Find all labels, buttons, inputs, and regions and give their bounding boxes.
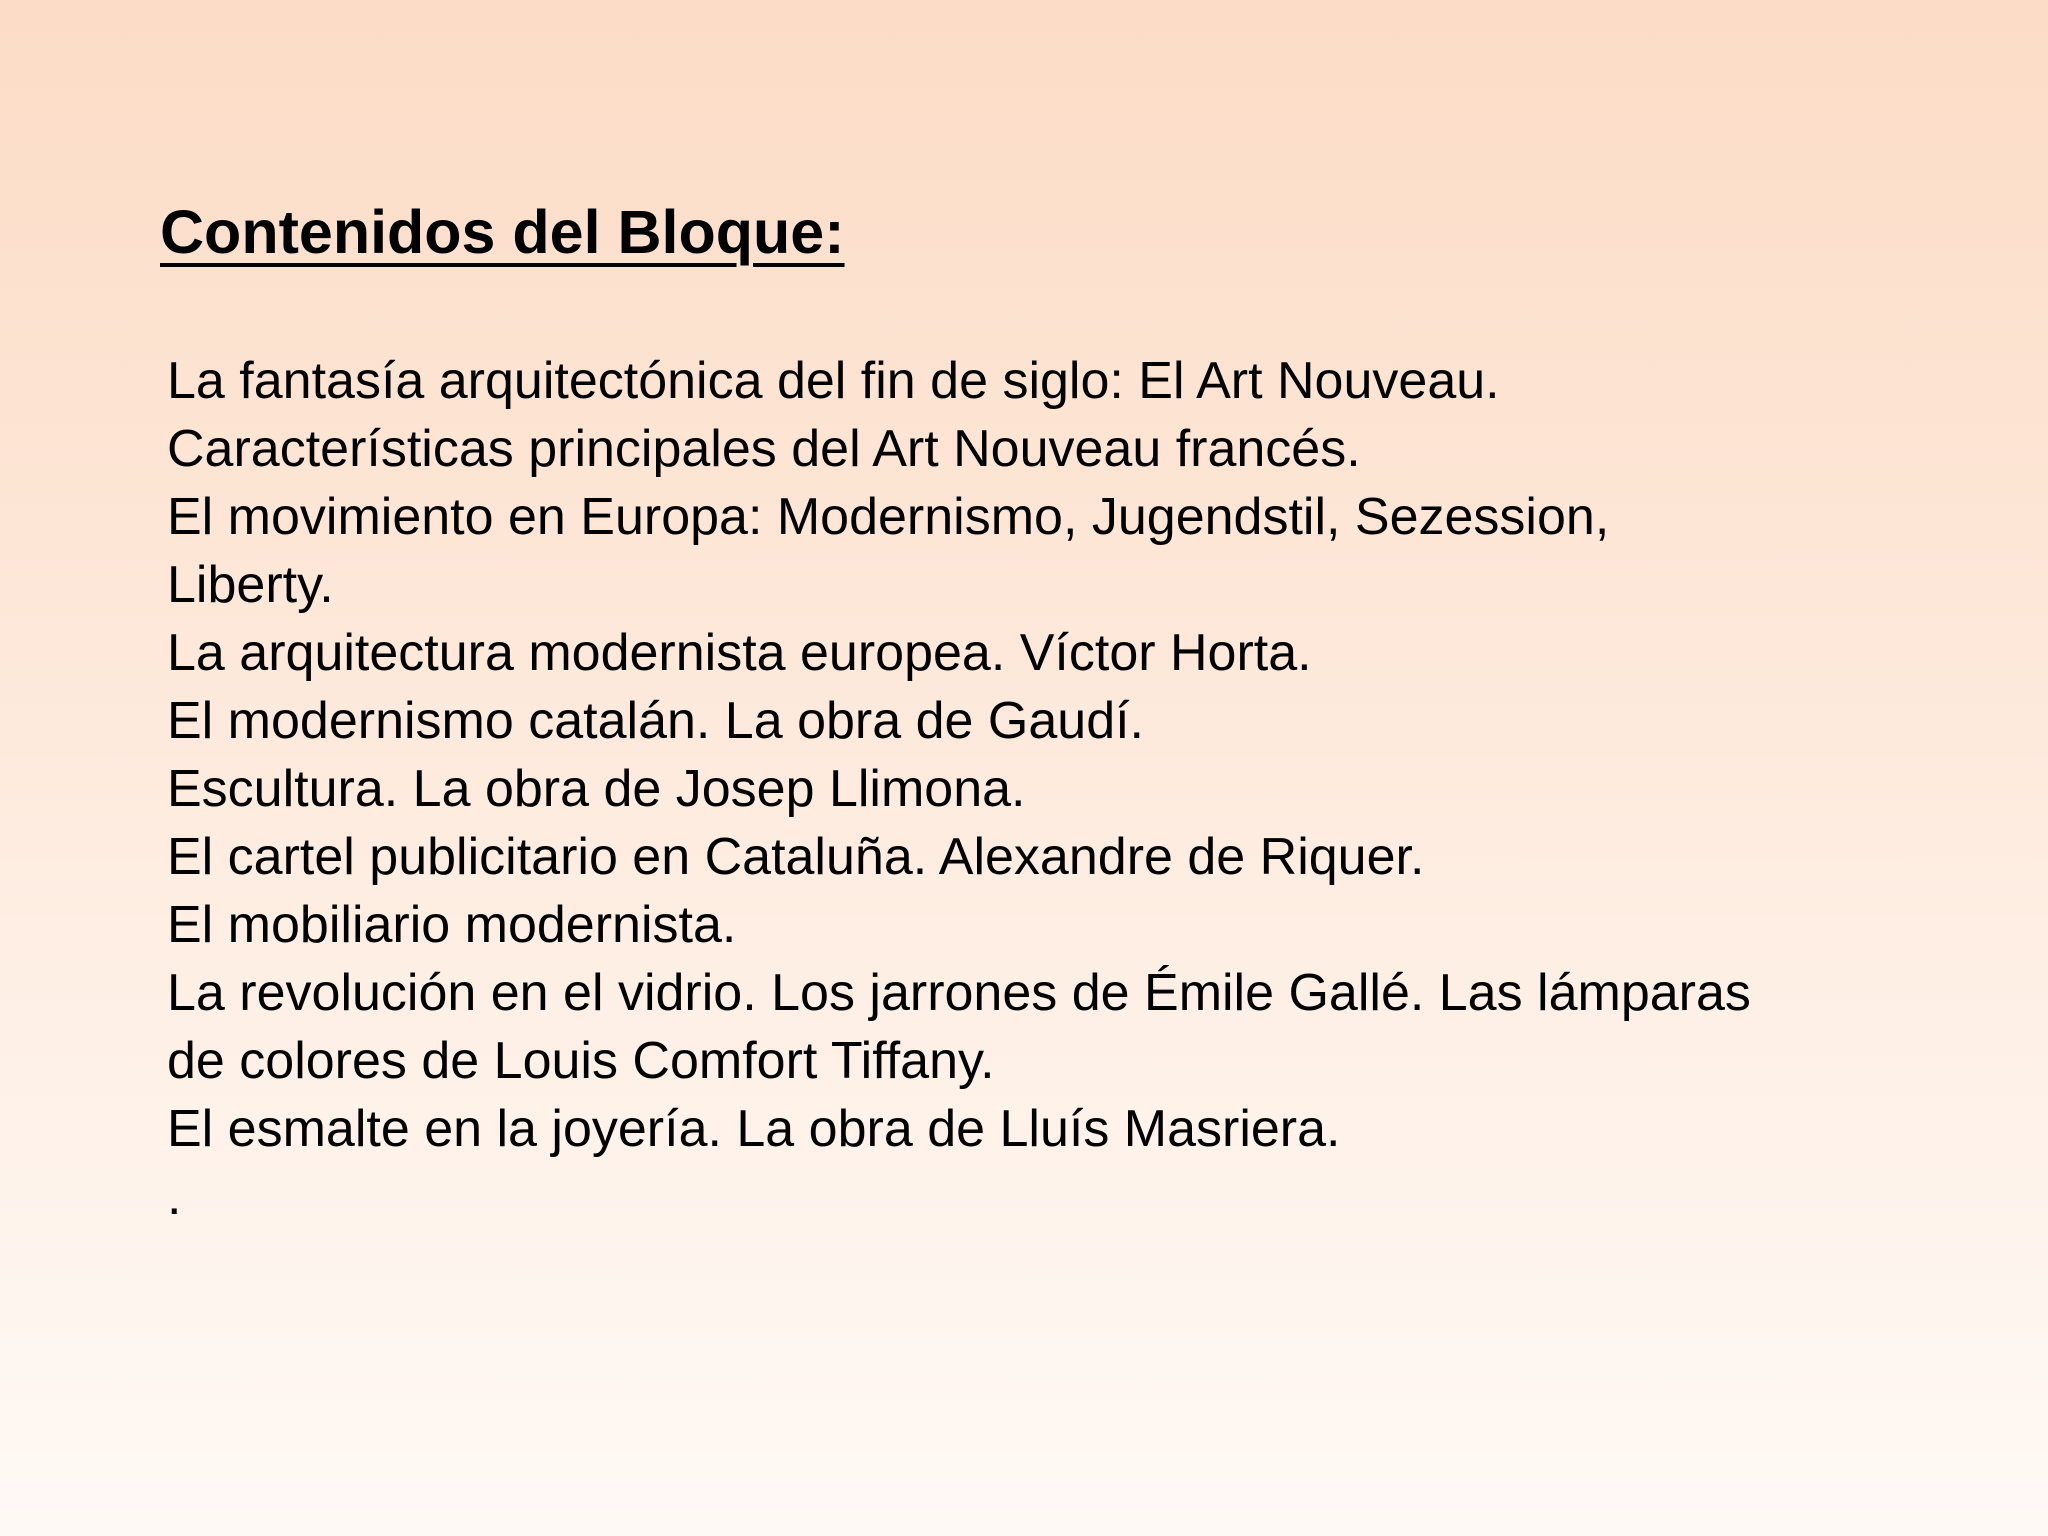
content-line: El modernismo catalán. La obra de Gaudí.	[167, 692, 1145, 750]
content-line: El cartel publicitario en Cataluña. Alexandre de Riquer.	[167, 828, 1425, 886]
content-line: El movimiento en Europa: Modernismo, Jugendstil, Sezession,	[167, 488, 1610, 546]
content-line: El mobiliario modernista.	[167, 896, 737, 954]
content-line: Escultura. La obra de Josep Llimona.	[167, 760, 1026, 818]
content-line: de colores de Louis Comfort Tiffany.	[167, 1032, 995, 1090]
content-line: Liberty.	[167, 556, 334, 614]
content-line: La revolución en el vidrio. Los jarrones de Émile Gallé. Las lámparas	[167, 964, 1751, 1022]
content-line: La arquitectura modernista europea. Víctor Horta.	[167, 624, 1312, 682]
content-line: .	[167, 1168, 182, 1226]
content-line: Características principales del Art Nouveau francés.	[167, 420, 1361, 478]
content-list	[167, 347, 2027, 1231]
content-line: La fantasía arquitectónica del fin de siglo: El Art Nouveau.	[167, 352, 1500, 410]
slide-title: Contenidos del Bloque:	[160, 198, 845, 266]
content-line: El esmalte en la joyería. La obra de Lluís Masriera.	[167, 1100, 1341, 1158]
